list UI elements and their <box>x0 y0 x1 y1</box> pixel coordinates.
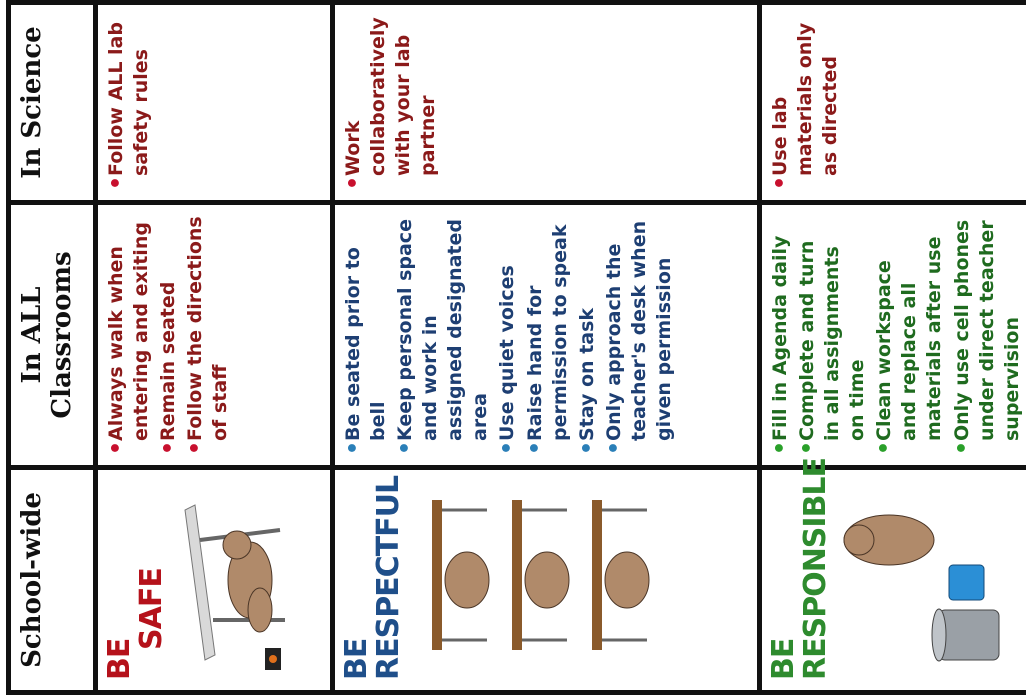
trait-responsible-line2: RESPONSIBLE <box>797 457 833 680</box>
trait-respectful-line2: RESPECTFUL <box>370 475 406 680</box>
rule-item: • Always walk when entering and exiting <box>104 215 154 455</box>
science-rules-responsible <box>768 15 843 190</box>
science-cell-responsible <box>760 3 1026 203</box>
science-cell-respectful <box>333 3 760 203</box>
rule-item: • Clean workspace and replace all materials after use <box>872 215 947 455</box>
trait-responsible-line1: BE <box>766 638 801 680</box>
header-school-wide: School-wide <box>9 468 96 693</box>
classroom-rules-responsible <box>768 215 1025 455</box>
rule-item: • Work collaboratively with your lab partner <box>341 15 441 190</box>
row-be-responsible <box>760 3 1026 693</box>
rule-item: • Complete and turn in all assignments on time <box>795 215 870 455</box>
coyote-climbing-stool-icon <box>175 480 295 680</box>
rule-item: • Stay on task <box>575 215 600 455</box>
science-rules-respectful <box>341 15 441 190</box>
classroom-rules-respectful <box>341 215 677 455</box>
trait-cell-responsible <box>760 457 1026 693</box>
science-rules-safe <box>104 15 154 190</box>
rule-item: • Remain seated <box>156 215 181 455</box>
rule-item: • Follow ALL lab safety rules <box>104 15 154 190</box>
header-all-classrooms: In ALL Classrooms <box>9 203 96 468</box>
header-science: In Science <box>9 3 96 203</box>
row-be-safe <box>96 3 333 693</box>
rule-item: • Be seated prior to bell <box>341 215 391 455</box>
rule-item: • Use quiet voices <box>495 215 520 455</box>
trait-safe-line2: SAFE <box>133 568 169 650</box>
classroom-cell-responsible <box>760 203 1026 468</box>
classroom-cell-respectful <box>333 203 760 468</box>
classroom-rules-safe <box>104 215 233 455</box>
rule-item: • Only approach the teacher's desk when given permission <box>602 215 677 455</box>
rule-item: • Fill in Agenda daily <box>768 215 793 455</box>
trait-cell-respectful <box>333 468 760 693</box>
rule-item: • Follow the directions of staff <box>183 215 233 455</box>
trait-safe-line1: BE <box>102 638 137 680</box>
rule-item: • Use lab materials only as directed <box>768 15 843 190</box>
science-cell-safe <box>96 3 333 203</box>
trait-responsible <box>766 457 833 680</box>
expectations-matrix <box>6 0 1026 695</box>
trait-respectful <box>339 475 406 680</box>
trait-respectful-line1: BE <box>339 638 374 680</box>
coyote-with-bins-icon <box>839 480 1009 680</box>
trait-cell-safe <box>96 468 333 693</box>
rule-item: • Only use cell phones under direct teacher supervision <box>950 215 1025 455</box>
rule-item: • Raise hand for permission to speak <box>523 215 573 455</box>
coyotes-at-desks-icon <box>412 480 662 680</box>
classroom-cell-safe <box>96 203 333 468</box>
trait-safe <box>104 480 167 680</box>
row-be-respectful <box>333 3 760 693</box>
rule-item: • Keep personal space and work in assigned designated area <box>393 215 493 455</box>
